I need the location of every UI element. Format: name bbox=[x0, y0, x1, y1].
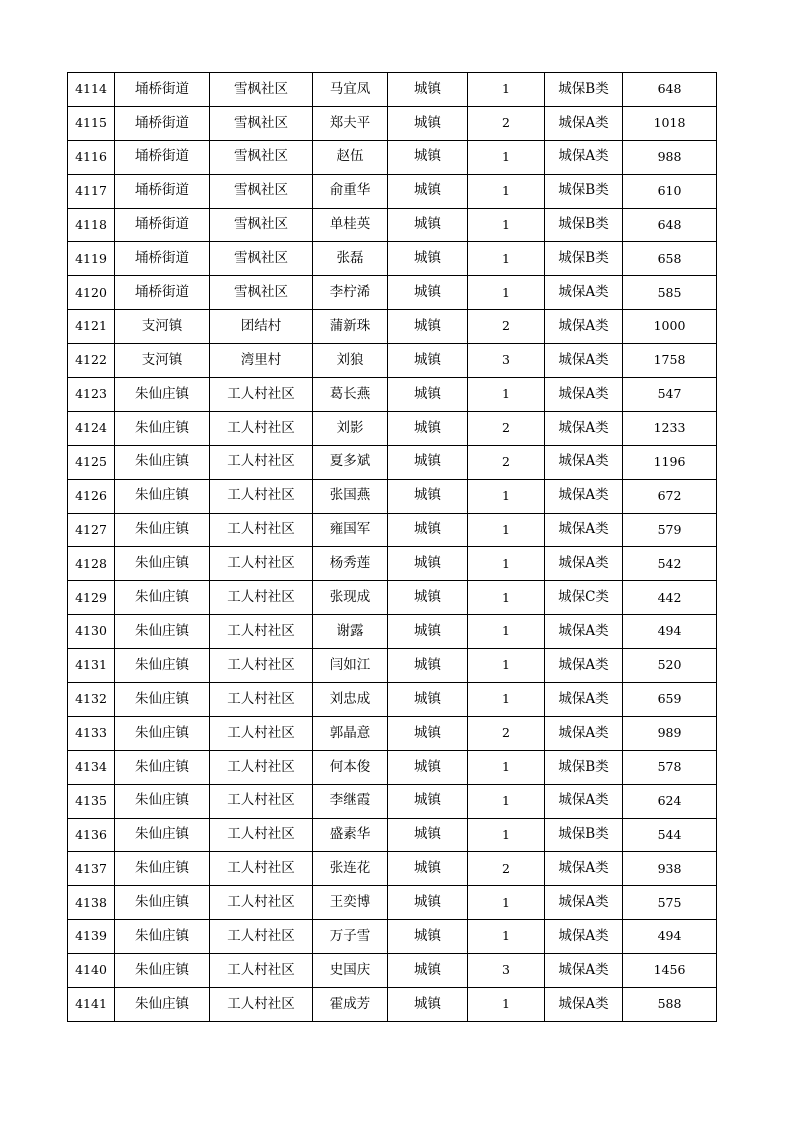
table-row bbox=[68, 649, 717, 683]
table-row bbox=[68, 411, 717, 445]
cell-amount: 1233 bbox=[623, 411, 717, 445]
cell-household-type: 城镇 bbox=[388, 750, 468, 784]
cell-person-count: 1 bbox=[468, 174, 545, 208]
cell-household-type: 城镇 bbox=[388, 615, 468, 649]
cell-town: 朱仙庄镇 bbox=[115, 513, 210, 547]
cell-amount: 585 bbox=[623, 276, 717, 310]
cell-amount: 494 bbox=[623, 920, 717, 954]
cell-community: 工人村社区 bbox=[210, 818, 313, 852]
cell-town: 支河镇 bbox=[115, 344, 210, 378]
cell-serial-number: 4134 bbox=[68, 750, 115, 784]
cell-category: 城保A类 bbox=[545, 886, 623, 920]
cell-amount: 988 bbox=[623, 140, 717, 174]
cell-community: 团结村 bbox=[210, 310, 313, 344]
table-row bbox=[68, 615, 717, 649]
cell-person-name: 史国庆 bbox=[313, 954, 388, 988]
cell-household-type: 城镇 bbox=[388, 73, 468, 107]
cell-person-name: 谢露 bbox=[313, 615, 388, 649]
cell-household-type: 城镇 bbox=[388, 276, 468, 310]
cell-community: 工人村社区 bbox=[210, 716, 313, 750]
cell-community: 工人村社区 bbox=[210, 615, 313, 649]
cell-household-type: 城镇 bbox=[388, 174, 468, 208]
cell-household-type: 城镇 bbox=[388, 784, 468, 818]
cell-community: 雪枫社区 bbox=[210, 73, 313, 107]
cell-household-type: 城镇 bbox=[388, 683, 468, 717]
cell-category: 城保A类 bbox=[545, 683, 623, 717]
cell-amount: 1018 bbox=[623, 106, 717, 140]
cell-serial-number: 4135 bbox=[68, 784, 115, 818]
cell-amount: 648 bbox=[623, 208, 717, 242]
cell-category: 城保A类 bbox=[545, 513, 623, 547]
cell-person-name: 单桂英 bbox=[313, 208, 388, 242]
cell-serial-number: 4139 bbox=[68, 920, 115, 954]
cell-community: 工人村社区 bbox=[210, 378, 313, 412]
cell-person-name: 赵伍 bbox=[313, 140, 388, 174]
cell-town: 埇桥街道 bbox=[115, 276, 210, 310]
cell-person-count: 1 bbox=[468, 140, 545, 174]
cell-serial-number: 4133 bbox=[68, 716, 115, 750]
cell-amount: 579 bbox=[623, 513, 717, 547]
cell-community: 工人村社区 bbox=[210, 445, 313, 479]
cell-household-type: 城镇 bbox=[388, 344, 468, 378]
cell-community: 雪枫社区 bbox=[210, 276, 313, 310]
cell-person-name: 何本俊 bbox=[313, 750, 388, 784]
cell-category: 城保A类 bbox=[545, 547, 623, 581]
table-row bbox=[68, 344, 717, 378]
cell-household-type: 城镇 bbox=[388, 140, 468, 174]
cell-community: 工人村社区 bbox=[210, 547, 313, 581]
cell-town: 朱仙庄镇 bbox=[115, 649, 210, 683]
cell-amount: 520 bbox=[623, 649, 717, 683]
cell-community: 雪枫社区 bbox=[210, 106, 313, 140]
cell-person-name: 张现成 bbox=[313, 581, 388, 615]
cell-category: 城保A类 bbox=[545, 106, 623, 140]
cell-town: 朱仙庄镇 bbox=[115, 581, 210, 615]
cell-serial-number: 4115 bbox=[68, 106, 115, 140]
cell-household-type: 城镇 bbox=[388, 988, 468, 1022]
cell-household-type: 城镇 bbox=[388, 547, 468, 581]
cell-amount: 494 bbox=[623, 615, 717, 649]
table-row bbox=[68, 310, 717, 344]
cell-serial-number: 4129 bbox=[68, 581, 115, 615]
cell-amount: 610 bbox=[623, 174, 717, 208]
cell-community: 工人村社区 bbox=[210, 886, 313, 920]
cell-person-count: 2 bbox=[468, 411, 545, 445]
cell-amount: 547 bbox=[623, 378, 717, 412]
table-row bbox=[68, 547, 717, 581]
cell-community: 工人村社区 bbox=[210, 750, 313, 784]
cell-person-name: 雍国军 bbox=[313, 513, 388, 547]
cell-person-name: 马宜凤 bbox=[313, 73, 388, 107]
cell-person-count: 1 bbox=[468, 73, 545, 107]
cell-household-type: 城镇 bbox=[388, 852, 468, 886]
cell-person-count: 1 bbox=[468, 208, 545, 242]
cell-community: 雪枫社区 bbox=[210, 140, 313, 174]
cell-person-count: 2 bbox=[468, 310, 545, 344]
cell-household-type: 城镇 bbox=[388, 445, 468, 479]
cell-amount: 658 bbox=[623, 242, 717, 276]
table-row bbox=[68, 683, 717, 717]
cell-person-count: 2 bbox=[468, 852, 545, 886]
cell-category: 城保A类 bbox=[545, 615, 623, 649]
cell-person-count: 1 bbox=[468, 581, 545, 615]
table-row bbox=[68, 716, 717, 750]
table-row bbox=[68, 784, 717, 818]
cell-category: 城保A类 bbox=[545, 954, 623, 988]
cell-person-name: 郑夫平 bbox=[313, 106, 388, 140]
cell-amount: 672 bbox=[623, 479, 717, 513]
cell-person-count: 1 bbox=[468, 649, 545, 683]
table-row bbox=[68, 852, 717, 886]
cell-category: 城保A类 bbox=[545, 310, 623, 344]
cell-town: 朱仙庄镇 bbox=[115, 784, 210, 818]
cell-household-type: 城镇 bbox=[388, 242, 468, 276]
cell-amount: 575 bbox=[623, 886, 717, 920]
cell-amount: 578 bbox=[623, 750, 717, 784]
cell-category: 城保A类 bbox=[545, 920, 623, 954]
cell-household-type: 城镇 bbox=[388, 479, 468, 513]
cell-amount: 1000 bbox=[623, 310, 717, 344]
cell-household-type: 城镇 bbox=[388, 954, 468, 988]
cell-town: 朱仙庄镇 bbox=[115, 615, 210, 649]
cell-town: 朱仙庄镇 bbox=[115, 988, 210, 1022]
cell-person-count: 1 bbox=[468, 615, 545, 649]
cell-category: 城保A类 bbox=[545, 378, 623, 412]
cell-community: 雪枫社区 bbox=[210, 242, 313, 276]
cell-household-type: 城镇 bbox=[388, 310, 468, 344]
roster-table bbox=[67, 72, 717, 1022]
cell-person-name: 闫如江 bbox=[313, 649, 388, 683]
cell-household-type: 城镇 bbox=[388, 208, 468, 242]
table-row bbox=[68, 818, 717, 852]
cell-person-name: 刘影 bbox=[313, 411, 388, 445]
cell-person-name: 盛素华 bbox=[313, 818, 388, 852]
table-row bbox=[68, 174, 717, 208]
cell-serial-number: 4118 bbox=[68, 208, 115, 242]
cell-serial-number: 4140 bbox=[68, 954, 115, 988]
cell-household-type: 城镇 bbox=[388, 106, 468, 140]
cell-community: 工人村社区 bbox=[210, 479, 313, 513]
table-row bbox=[68, 140, 717, 174]
cell-person-name: 万子雪 bbox=[313, 920, 388, 954]
cell-person-name: 刘忠成 bbox=[313, 683, 388, 717]
table-row bbox=[68, 954, 717, 988]
cell-community: 工人村社区 bbox=[210, 852, 313, 886]
cell-serial-number: 4121 bbox=[68, 310, 115, 344]
cell-category: 城保A类 bbox=[545, 784, 623, 818]
cell-category: 城保A类 bbox=[545, 852, 623, 886]
cell-household-type: 城镇 bbox=[388, 920, 468, 954]
cell-category: 城保A类 bbox=[545, 445, 623, 479]
cell-town: 朱仙庄镇 bbox=[115, 818, 210, 852]
cell-town: 支河镇 bbox=[115, 310, 210, 344]
cell-category: 城保B类 bbox=[545, 750, 623, 784]
cell-town: 朱仙庄镇 bbox=[115, 683, 210, 717]
cell-town: 朱仙庄镇 bbox=[115, 886, 210, 920]
cell-community: 工人村社区 bbox=[210, 954, 313, 988]
cell-person-name: 李柠浠 bbox=[313, 276, 388, 310]
cell-town: 朱仙庄镇 bbox=[115, 378, 210, 412]
cell-category: 城保B类 bbox=[545, 242, 623, 276]
cell-person-count: 1 bbox=[468, 988, 545, 1022]
cell-amount: 544 bbox=[623, 818, 717, 852]
cell-person-count: 1 bbox=[468, 784, 545, 818]
cell-household-type: 城镇 bbox=[388, 513, 468, 547]
roster-body bbox=[68, 73, 717, 1022]
cell-household-type: 城镇 bbox=[388, 716, 468, 750]
cell-person-count: 1 bbox=[468, 886, 545, 920]
cell-town: 埇桥街道 bbox=[115, 208, 210, 242]
cell-person-count: 1 bbox=[468, 920, 545, 954]
cell-category: 城保B类 bbox=[545, 208, 623, 242]
cell-community: 工人村社区 bbox=[210, 988, 313, 1022]
cell-serial-number: 4122 bbox=[68, 344, 115, 378]
table-row bbox=[68, 276, 717, 310]
table-row bbox=[68, 988, 717, 1022]
cell-serial-number: 4114 bbox=[68, 73, 115, 107]
cell-town: 朱仙庄镇 bbox=[115, 750, 210, 784]
cell-person-count: 1 bbox=[468, 479, 545, 513]
cell-category: 城保B类 bbox=[545, 174, 623, 208]
cell-serial-number: 4123 bbox=[68, 378, 115, 412]
table-row bbox=[68, 208, 717, 242]
cell-household-type: 城镇 bbox=[388, 818, 468, 852]
cell-person-name: 夏多斌 bbox=[313, 445, 388, 479]
cell-town: 朱仙庄镇 bbox=[115, 411, 210, 445]
cell-category: 城保A类 bbox=[545, 649, 623, 683]
cell-category: 城保A类 bbox=[545, 140, 623, 174]
cell-serial-number: 4120 bbox=[68, 276, 115, 310]
table-row bbox=[68, 73, 717, 107]
cell-community: 工人村社区 bbox=[210, 581, 313, 615]
cell-amount: 1196 bbox=[623, 445, 717, 479]
cell-category: 城保A类 bbox=[545, 411, 623, 445]
cell-household-type: 城镇 bbox=[388, 649, 468, 683]
cell-community: 湾里村 bbox=[210, 344, 313, 378]
cell-amount: 659 bbox=[623, 683, 717, 717]
cell-serial-number: 4124 bbox=[68, 411, 115, 445]
cell-community: 工人村社区 bbox=[210, 411, 313, 445]
cell-household-type: 城镇 bbox=[388, 581, 468, 615]
cell-community: 工人村社区 bbox=[210, 683, 313, 717]
cell-serial-number: 4141 bbox=[68, 988, 115, 1022]
cell-community: 工人村社区 bbox=[210, 513, 313, 547]
cell-person-name: 俞重华 bbox=[313, 174, 388, 208]
cell-community: 雪枫社区 bbox=[210, 174, 313, 208]
cell-community: 雪枫社区 bbox=[210, 208, 313, 242]
cell-serial-number: 4117 bbox=[68, 174, 115, 208]
cell-town: 朱仙庄镇 bbox=[115, 920, 210, 954]
cell-town: 朱仙庄镇 bbox=[115, 716, 210, 750]
cell-person-count: 1 bbox=[468, 378, 545, 412]
cell-town: 朱仙庄镇 bbox=[115, 852, 210, 886]
table-row bbox=[68, 750, 717, 784]
cell-town: 埇桥街道 bbox=[115, 174, 210, 208]
cell-person-count: 2 bbox=[468, 445, 545, 479]
cell-amount: 989 bbox=[623, 716, 717, 750]
cell-serial-number: 4127 bbox=[68, 513, 115, 547]
cell-serial-number: 4131 bbox=[68, 649, 115, 683]
cell-person-name: 张国燕 bbox=[313, 479, 388, 513]
cell-household-type: 城镇 bbox=[388, 378, 468, 412]
cell-amount: 1758 bbox=[623, 344, 717, 378]
table-row bbox=[68, 445, 717, 479]
cell-town: 朱仙庄镇 bbox=[115, 954, 210, 988]
cell-person-name: 李继霞 bbox=[313, 784, 388, 818]
cell-person-count: 1 bbox=[468, 276, 545, 310]
table-row bbox=[68, 106, 717, 140]
cell-amount: 588 bbox=[623, 988, 717, 1022]
cell-amount: 1456 bbox=[623, 954, 717, 988]
cell-category: 城保B类 bbox=[545, 73, 623, 107]
cell-person-name: 蒲新珠 bbox=[313, 310, 388, 344]
cell-serial-number: 4130 bbox=[68, 615, 115, 649]
cell-person-name: 刘狼 bbox=[313, 344, 388, 378]
cell-community: 工人村社区 bbox=[210, 920, 313, 954]
cell-amount: 442 bbox=[623, 581, 717, 615]
cell-town: 埇桥街道 bbox=[115, 73, 210, 107]
cell-person-name: 杨秀莲 bbox=[313, 547, 388, 581]
cell-category: 城保A类 bbox=[545, 716, 623, 750]
cell-person-count: 1 bbox=[468, 547, 545, 581]
cell-category: 城保B类 bbox=[545, 818, 623, 852]
cell-amount: 542 bbox=[623, 547, 717, 581]
cell-town: 朱仙庄镇 bbox=[115, 547, 210, 581]
cell-amount: 938 bbox=[623, 852, 717, 886]
cell-serial-number: 4136 bbox=[68, 818, 115, 852]
table-row bbox=[68, 242, 717, 276]
cell-person-count: 1 bbox=[468, 750, 545, 784]
cell-serial-number: 4125 bbox=[68, 445, 115, 479]
cell-person-count: 3 bbox=[468, 954, 545, 988]
cell-person-name: 张磊 bbox=[313, 242, 388, 276]
cell-person-count: 1 bbox=[468, 242, 545, 276]
cell-serial-number: 4138 bbox=[68, 886, 115, 920]
cell-community: 工人村社区 bbox=[210, 649, 313, 683]
cell-person-name: 郭晶意 bbox=[313, 716, 388, 750]
table-row bbox=[68, 513, 717, 547]
cell-person-name: 葛长燕 bbox=[313, 378, 388, 412]
cell-person-count: 1 bbox=[468, 818, 545, 852]
cell-serial-number: 4126 bbox=[68, 479, 115, 513]
cell-person-count: 2 bbox=[468, 716, 545, 750]
cell-person-name: 张连花 bbox=[313, 852, 388, 886]
cell-town: 埇桥街道 bbox=[115, 242, 210, 276]
cell-town: 朱仙庄镇 bbox=[115, 479, 210, 513]
cell-person-count: 1 bbox=[468, 513, 545, 547]
cell-serial-number: 4137 bbox=[68, 852, 115, 886]
cell-person-name: 王奕博 bbox=[313, 886, 388, 920]
cell-serial-number: 4132 bbox=[68, 683, 115, 717]
table-row bbox=[68, 920, 717, 954]
cell-person-count: 3 bbox=[468, 344, 545, 378]
cell-category: 城保A类 bbox=[545, 479, 623, 513]
cell-category: 城保A类 bbox=[545, 344, 623, 378]
cell-household-type: 城镇 bbox=[388, 411, 468, 445]
cell-town: 埇桥街道 bbox=[115, 106, 210, 140]
cell-serial-number: 4116 bbox=[68, 140, 115, 174]
cell-category: 城保A类 bbox=[545, 276, 623, 310]
cell-category: 城保A类 bbox=[545, 988, 623, 1022]
table-row bbox=[68, 581, 717, 615]
cell-amount: 648 bbox=[623, 73, 717, 107]
cell-serial-number: 4128 bbox=[68, 547, 115, 581]
cell-person-count: 2 bbox=[468, 106, 545, 140]
cell-household-type: 城镇 bbox=[388, 886, 468, 920]
table-row bbox=[68, 886, 717, 920]
cell-town: 埇桥街道 bbox=[115, 140, 210, 174]
cell-person-name: 霍成芳 bbox=[313, 988, 388, 1022]
cell-serial-number: 4119 bbox=[68, 242, 115, 276]
cell-community: 工人村社区 bbox=[210, 784, 313, 818]
table-row bbox=[68, 378, 717, 412]
cell-category: 城保C类 bbox=[545, 581, 623, 615]
cell-town: 朱仙庄镇 bbox=[115, 445, 210, 479]
cell-amount: 624 bbox=[623, 784, 717, 818]
cell-person-count: 1 bbox=[468, 683, 545, 717]
table-row bbox=[68, 479, 717, 513]
